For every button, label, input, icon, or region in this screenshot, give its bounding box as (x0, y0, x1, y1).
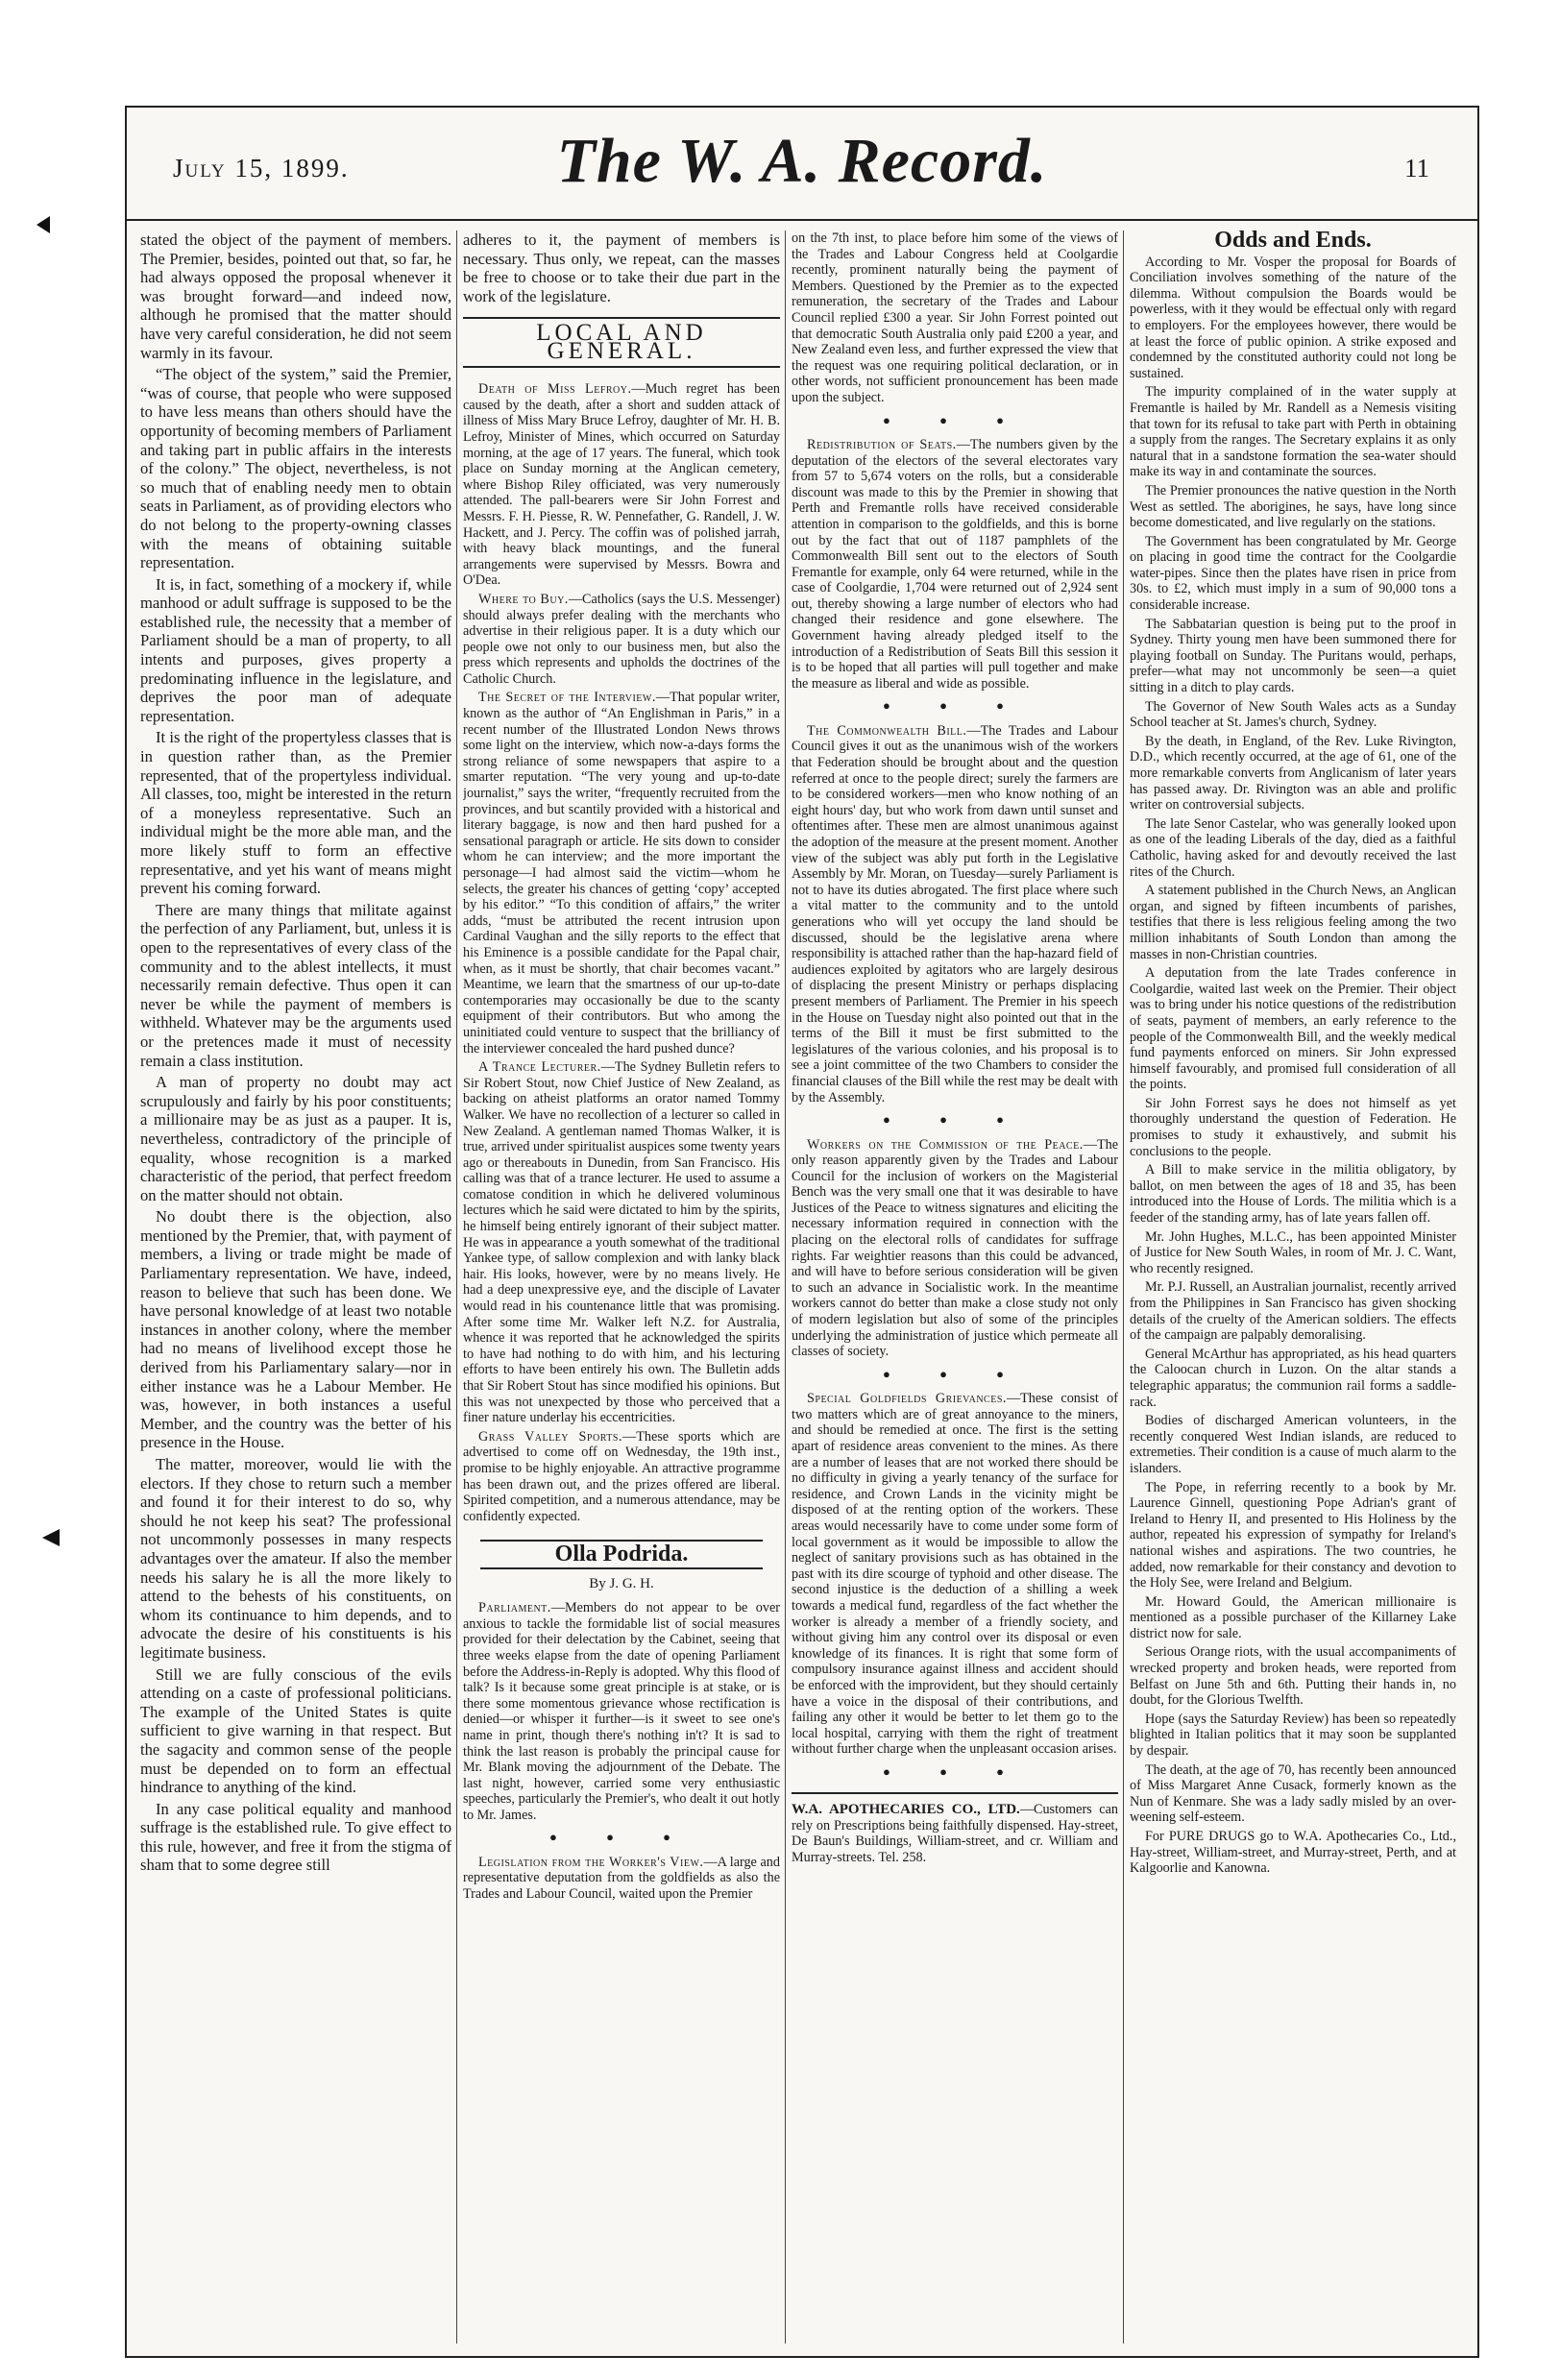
item-heading: The Secret of the Interview. (478, 690, 656, 706)
editorial-paragraph: stated the object of the payment of members. The Premier, besides, pointed out that, so far, he had always opposed the proposal whenever it was brought forward—and indeed now, although he promised that the matter should have very careful consideration, he did not seem warmly in its favour. (140, 231, 451, 362)
byline: By J. G. H. (589, 1575, 654, 1591)
odds-paragraph: General McArthur has appropriated, as his head quarters the Caloocan church in Luzon. On the altar stands a telegraphic apparatus; the communion rail forms a saddle-rack. (1130, 1346, 1456, 1410)
editorial-continuation: adheres to it, the payment of members is necessary. Thus only, we repeat, can the masses be free to choose or to take their due part in the work of the legislature. (463, 231, 780, 305)
odds-paragraph: The Government has been congratulated by Mr. George on placing in good time the contract for the Coolgardie water-pipes. Since then the plates have risen in price from 30s. to £2, which must imply in a sum of 90,000 tons a considerable increase. (1130, 533, 1456, 614)
editorial-paragraph: “The object of the system,” said the Premier, “was of course, that people who were supposed to have less means than others should have the opportunity of becoming members of Parliament and taking part in public affairs in the interests of the colony.” The object, nevertheless, is not so much that of enabling needy men to obtain seats in Parliament, as of providing electors who do not belong to the property-owning classes with the means of obtaining suitable representation. (140, 365, 451, 572)
news-item (463, 1600, 780, 1823)
item-heading: Where to Buy. (478, 591, 569, 607)
column-rule (1123, 231, 1124, 2344)
item-text: —The Trades and Labour Council gives it out as the unanimous wish of the workers that Federation should be brought about and the question referred at once to the people direct; surely the farmers are to be considered workers—men who know nothing of an eight hours' day, but who work from dawn until sunset and oftentimes after. These men are almost unanimous against the adoption of the measure at the present moment. Another view of the subject was ably put forth in the Legislative Assembly by Mr. Moran, on Tuesday—surely Parliament is not to have its duties abrogated. The first place where such a vital matter to the community and to the untold generations who will yet occupy the land should be discussed, should be the legislative arena where responsibility is attached rather than the hap-hazard field of audiences exploited by agitators who are largely desirous of displacing the present Ministry or perhaps displacing present members of Parliament. The Premier in his speech in the House on Tuesday night also pointed out that in the terms of the Bill it must be first submitted to the legislatures of the various colonies, and his proposal is to see a joint committee of the two Chambers to consider the financial clauses of the Bill while the rest may be dealt with by the Assembly. (792, 722, 1118, 1105)
column-odds-and-ends (1130, 231, 1456, 2344)
editorial-paragraph: In any case political equality and manhood suffrage is the established rule. To give effect to this rule, however, and free it from the stigma of sham that to some degree still (140, 1799, 451, 1875)
section-heading-local-general: LOCAL AND GENERAL. (463, 317, 780, 368)
news-item (792, 723, 1118, 1105)
advert-text: —Customers can rely on Prescriptions being faithfully dispensed. Hay-street, De Baun's Buildings, William-street, and cr. William and Murray-streets. Tel. 258. (792, 1802, 1118, 1866)
editorial-paragraph: It is the right of the propertyless classes that is in question rather than, as the Premier represented, that of the propertyless individual. All classes, too, might be interested in the return of a moneyless representative. Such an individual might be the more able man, and the more likely stuff to form an effective representative, and yet his want of means might prevent his coming forward. (140, 728, 451, 898)
margin-arrow-mark (37, 216, 50, 233)
item-text: —The only reason apparently given by the Trades and Labour Council for the inclusion of workers on the Magisterial Bench was the very small one that it was desirable to have Justices of the Peace to witness signatures and eliciting the necessary information required in connection with the placing on the electoral rolls of candidates for suffrage rights. Far weightier reasons than this could be advanced, and will have to before serious consideration will be given to such an advance in Socialistic work. In the meantime workers cannot do better than make a close study not only of modern legislation but also of some of the principles underlying the administration of justice which permeate all classes of society. (792, 1136, 1118, 1360)
column-rule (456, 231, 457, 2344)
item-text: —Members do not appear to be over anxious to tackle the formidable list of social measures provided for their delectation by the Cabinet, seeing that three weeks elapse from the date of opening Parliament before the Address-in-Reply is adopted. Why this flood of talk? Is it because some great principle is at stake, or is there some momentous grievance whose rectification is denied—or whisper it further—is it sweet to see one's name in print, though there's nothing in't? It is sad to think the last reason is probably the principal cause for Mr. Blank moving the adjournment of the Debate. The last night, however, carried some very enthusiastic speeches, particularly the Premier's, who dealt it out hotly to Mr. James. (463, 1600, 780, 1823)
editorial-paragraph: It is, in fact, something of a mockery if, while manhood or adult suffrage is supposed to be the established rule, the necessity that a member of Parliament should be a man of property, to all intents and purposes, gives property a predominating influence in the legislature, and deprives the poor man of adequate representation. (140, 574, 451, 725)
item-text: —The numbers given by the deputation of the electors of the several electorates vary from 57 to 5,674 voters on the rolls, but a considerable discount was made to this by the Premier in showing that Perth and Fremantle rolls have received considerable attention in comparison to the goldfields, and this is borne out by the fact that out of 1187 pamphlets of the Commonwealth Bill sent out to the electors of South Fremantle for example, only 64 were returned, while in the case of Coolgardie, 1,704 were returned out of 2,924 sent out, thereby showing a large number of electors who had changed their residence and gone elsewhere. The Government having already pledged itself to the introduction of a Redistribution of Seats Bill this session it is to be hoped that all parties will pull together and make the measure as liberal and wide as possible. (792, 436, 1118, 692)
column-editorial (140, 231, 451, 2344)
editorial-paragraph: The matter, moreover, would lie with the electors. If they chose to return such a member and found it for their interest to do so, why should he not keep his seat? The professional not uncommonly possesses in many respects advantages over the amateur. If also the member needs his salary he is all the more likely to attend to the behests of his constituents, on whom its continuance to him depends, and to advocate the desire of his constituents is his legitimate business. (140, 1455, 451, 1662)
odds-paragraph: A statement published in the Church News, an Anglican organ, and signed by fifteen incumbents of parishes, testifies that there is less religious feeling among the two million inhabitants of South London than among the masses in non-Christian countries. (1130, 883, 1456, 962)
news-item (463, 1059, 780, 1426)
editorial-paragraph: A man of property no doubt may act scrupulously and fairly by his poor constituents; a millionaire may be as just as a pauper. It is, nevertheless, contradictory of the principle of equality, whose recognition is a marked characteristic of the period, that perfect freedom on the matter should not obtain. (140, 1073, 451, 1204)
item-text: —Catholics (says the U.S. Messenger) should always prefer dealing with the merchants who advertise in their religious paper. It is a duty which our people owe not only to our business men, but also the press which represents and upholds the doctrines of the Catholic Church. (463, 591, 780, 687)
odds-paragraph: Hope (says the Saturday Review) has been so repeatedly blighted in Italian politics that it may soon be supplanted by despair. (1130, 1711, 1456, 1760)
item-text: —These consist of two matters which are of great annoyance to the miners, and should be remedied at once. The first is the setting apart of residence areas convenient to the mines. As there are a number of leases that are not worked there should be no difficulty in giving a yearly tenancy of the surface for residence, and Crown Lands in the vicinity might be disposed of at the renting option of the workers. These areas would necessarily have to come under some form of local government as it would be impossible to allow the neglect of sanitary provisions such as has obtained in the past with its dire scourge of typhoid and other disease. The second injustice is the deduction of a shilling a week towards a medical fund, regardless of the fact whether the worker is already a member of a friendly society, and without giving him any control over its disposal or even knowledge of its finances. It is right that some form of compulsory insurance against illness and accident should be enforced with the improvident, but they should certainly have a voice in the disposal of their contributions, and failing any other it would be better to let them go to the local hospital, carrying with them the right of treatment without further charge when the unpleasant occasion arises. (792, 1391, 1118, 1758)
odds-paragraph: A Bill to make service in the militia obligatory, by ballot, on men between the ages of 18 and 35, has been introduced into the House of Lords. The militia which is a feeder of the standing army, has of late years fallen off. (1130, 1162, 1456, 1226)
item-heading: Grass Valley Sports. (478, 1428, 623, 1445)
news-item (463, 1855, 780, 1903)
odds-paragraph: Sir John Forrest says he does not himself as yet thoroughly understand the question of Federation. He promises to study it exhaustively, and submit his conclusions to the people. (1130, 1095, 1456, 1159)
odds-paragraph: Mr. P.J. Russell, an Australian journalist, recently arrived from the Philippines in San Francisco has given shocking details of the cruelty of the American soldiers. The effects of the campaign are palpably demoralising. (1130, 1279, 1456, 1344)
news-item (792, 1137, 1118, 1360)
editorial-paragraph: There are many things that militate against the perfection of any Parliament, but, unless it is open to the representatives of every class of the community and to the ablest intellects, it must necessarily remain defective. Thus open it can never be while the payment of members is withheld. Whatever may be the arguments used or the pretences made it must of necessity remain a class institution. (140, 900, 451, 1070)
section-divider-stars: ● ● ● (882, 1763, 1028, 1779)
news-item (463, 381, 780, 589)
section-divider-stars: ● ● ● (882, 412, 1028, 427)
column-local-general (463, 231, 780, 2344)
odds-paragraph: The late Senor Castelar, who was generally looked upon as one of the leading Liberals of the day, died as a faithful Catholic, having asked for and devoutly received the last rites of the Church. (1130, 815, 1456, 880)
news-item (792, 437, 1118, 692)
issue-date: July 15, 1899. (173, 154, 350, 182)
odds-paragraph: A deputation from the late Trades conference in Coolgardie, waited last week on the Premier. Their object was to bring under his notice questions of the redistribution of seats, payment of members, an early reference to the people of the Commonwealth Bill, and the weekly medical fund payments enforced on miners. Sir John expressed himself favourably, and promised full consideration of all the points. (1130, 965, 1456, 1093)
odds-paragraph: Mr. John Hughes, M.L.C., has been appointed Minister of Justice for New South Wales, in room of Mr. J. C. Want, who recently resigned. (1130, 1228, 1456, 1276)
section-divider-stars: ● ● ● (882, 1112, 1028, 1128)
item-text: —Much regret has been caused by the death, after a short and sudden attack of illness of Miss Mary Bruce Lefroy, daughter of Mr. H. B. Lefroy, Minister of Mines, which occurred on Saturday morning, at the age of 17 years. The funeral, which took place on Sunday morning at the Anglican cemetery, where Bishop Riley officiated, was very numerously attended. The pall-bearers were Sir John Forrest and Messrs. F. H. Piesse, R. W. Pennefather, G. Randell, J. W. Hackett, and J. Percy. The coffin was of polished jarrah, with heavy black mountings, and the funeral arrangements were supervised by Messrs. Bowra and O'Dea. (463, 381, 780, 589)
news-item (792, 231, 1118, 406)
page-number: 11 (1404, 154, 1429, 182)
news-item (463, 592, 780, 688)
odds-paragraph: Serious Orange riots, with the usual accompaniments of wrecked property and broken heads, were reported from Belfast on June 5th and 6th. Putting their hands in, no doubt, for the Glorious Twelfth. (1130, 1644, 1456, 1709)
odds-paragraph: Bodies of discharged American volunteers, in the recently conquered West Indian islands, are reduced to extremeties. Their condition is a cause of much alarm to the islanders. (1130, 1413, 1456, 1476)
news-item (463, 1429, 780, 1525)
item-heading: A Trance Lecturer. (478, 1059, 601, 1076)
odds-paragraph: Mr. Howard Gould, the American millionaire is mentioned as a possible purchaser of the Killarney Lake district now for sale. (1130, 1593, 1456, 1641)
odds-paragraph: According to Mr. Vosper the proposal for Boards of Conciliation involves something of the nature of the dilemma. Without compulsion the Boards would be powerless, with it they would be effectual only with regard to employers. For the employees however, there would be at least the force of public opinion. A strike exposed and condemned by the constituted authority could not long be sustained. (1130, 254, 1456, 381)
item-heading: Death of Miss Lefroy. (478, 381, 632, 398)
news-item (792, 1391, 1118, 1758)
advertisement-apothecaries (792, 1792, 1118, 1865)
odds-paragraph: The death, at the age of 70, has recently been announced of Miss Margaret Anne Cusack, formerly known as the Nun of Kenmare. She was a lady sadly misled by an over-weening self-esteem. (1130, 1761, 1456, 1826)
column-rule (785, 231, 786, 2344)
odds-paragraph: The Governor of New South Wales acts as a Sunday School teacher at St. James's church, Sydney. (1130, 698, 1456, 731)
item-heading: The Commonwealth Bill. (807, 722, 967, 739)
item-heading: Special Goldfields Grievances. (807, 1391, 1007, 1407)
section-divider-stars: ● ● ● (882, 1366, 1028, 1381)
newspaper-title: The W. A. Record. (556, 126, 1048, 196)
odds-paragraph: The Sabbatarian question is being put to the proof in Sydney. Thirty young men have been summoned there for playing football on Sunday. The Puritans would, perhaps, prefer—what may not uncommonly be seen—a quiet sitting in a ditch to play cards. (1130, 616, 1456, 696)
item-text: —That popular writer, known as the author of “An Englishman in Paris,” in a recent number of the Illustrated London News throws some light on the interview, which now-a-days forms the strong reliance of some newspapers that aspire to a smarter reputation. “The very young and up-to-date journalist,” says the writer, “frequently recruited from the provinces, and but scantily provided with a historical and literary baggage, is now and then hard pushed for a sensational paragraph or article. He sits down to consider whom he can interview; and the more important the personage—I had almost said the victim—whom he selects, the greater his chances of getting ‘copy’ accepted by his editor.” “To this condition of affairs,” the writer adds, “must be attributed the recent intrusion upon Cardinal Vaughan and the silly reports to the effect that his Eminence is a possible candidate for the Papal chair, when, as it must be shortly, that chair becomes vacant.” Meantime, we learn that the smartness of our up-to-date contemporaries may occasionally be due to the scanty equipment of their contributors. But who among the uninitiated could venture to suspect that the brilliancy of the interviewer concealed the hard pushed dunce? (463, 690, 780, 1056)
item-text: —The Sydney Bulletin refers to Sir Robert Stout, now Chief Justice of New Zealand, as backing on atheist platforms an orator named Tommy Walker. We have no recollection of a lecturer so called in New Zealand. A gentleman named Thomas Walker, it is true, arrived under spiritualist auspices some twenty years ago or thereabouts in Dunedin, from San Francisco. His calling was that of a trance lecturer. He used to assume a comatose condition in which he delivered voluminous lectures which he said were dictated to him by the spirits, he himself being entirely ignorant of their subject matter. He was in appearance a youth somewhat of the traditional Yankee type, of sallow complexion and with lanky black hair. His looks, however, were by no means lively. He had a deep unexpressive eye, and the disciple of Lavater would read in his countenance little that was promising. After some time Mr. Walker left N.Z. for Australia, whence it was reported that he acknowledged the spirits to have had nothing to do with him, and his lecturing efforts to have been entirely his own. The Bulletin adds that Sir Robert Stout has since modified his opinions. But this was not unexpected by those who perceived that a finer nature underlay his eccentricities. (463, 1059, 780, 1426)
odds-advert: For PURE DRUGS go to W.A. Apothecaries Co., Ltd., Hay-street, William-street, and Murray-street, Perth, and at Kalgoorlie and Kanowna. (1130, 1829, 1456, 1877)
item-text: —A large and representative deputation from the goldfields as also the Trades and Labour Council, waited upon the Premier (463, 1854, 780, 1903)
item-heading: Redistribution of Seats. (807, 436, 957, 452)
odds-paragraph: The Premier pronounces the native question in the North West as settled. The aborigines, he says, have long since become domesticated, and live regularly on the stations. (1130, 482, 1456, 531)
item-heading: Workers on the Commission of the Peace. (807, 1136, 1084, 1153)
olla-podrida-heading: Olla Podrida. (480, 1540, 763, 1568)
item-heading: Legislation from the Worker's View. (478, 1854, 704, 1870)
margin-arrow-mark (42, 1529, 60, 1546)
editorial-paragraph: Still we are fully conscious of the evils attending on a caste of professional politicians. The example of the United States is quite sufficient to give warning in that respect. But the sagacity and common sense of the people must be depended on to form an effectual hindrance to anything of the kind. (140, 1664, 451, 1797)
odds-and-ends-heading: Odds and Ends. (1214, 231, 1372, 253)
odds-paragraph: By the death, in England, of the Rev. Luke Rivington, D.D., which recently occurred, at the age of 61, one of the more remarkable converts from Anglicanism of later years has passed away. Dr. Rivington was an able and prolific writer on controversial subjects. (1130, 733, 1456, 814)
news-item (463, 690, 780, 1056)
section-divider-stars: ● ● ● (882, 698, 1028, 714)
editorial-paragraph: No doubt there is the objection, also mentioned by the Premier, that, with payment of members, a living or trade might be made of Parliamentary representation. We have, indeed, reason to believe that such has been done. We have personal knowledge of at least two notable instances in another colony, where the member had no means of livelihood except those he derived from his Parliamentary salary—nor in either instance was he a Labour Member. He was, however, in both instances a useful Member, and the country was the better of his presence in the House. (140, 1207, 451, 1452)
item-text: on the 7th inst, to place before him some of the views of the Trades and Labour Congress held at Coolgardie recently, prominent naturally being the payment of Members. Questioned by the Premier as to the expected remuneration, the secretary of the Trades and Labour Council replied £300 a year. Sir John Forrest pointed out that democratic South Australia only paid £200 a year, and New Zealand even less, and further expressed the view that the request was one requiring political declaration, or in other words, not sufficient pronouncement has been made upon the subject. (792, 231, 1118, 405)
newspaper-page (125, 106, 1479, 2358)
item-text: —These sports which are advertised to come off on Wednesday, the 19th inst., promise to be highly enjoyable. An attractive programme has been drawn out, and the prizes offered are liberal. Spirited competition, and a numerous attendance, may be confidently expected. (463, 1428, 780, 1524)
odds-paragraph: The impurity complained of in the water supply at Fremantle is hailed by Mr. Randell as a Nemesis visiting that town for its refusal to take part with Perth in obtaining a supply from the ranges. The Secretary explains it as only natural that in a sandstone formation the sea-water should make its way in and contaminate the sources. (1130, 384, 1456, 480)
article-columns (140, 231, 1468, 2344)
item-heading: Parliament. (478, 1600, 551, 1616)
odds-paragraph: The Pope, in referring recently to a book by Mr. Laurence Ginnell, questioning Pope Adrian's grant of Ireland to Henry II, and presented to His Holiness by the author, repeated his expression of sympathy for Ireland's national wishes and aspirations. The two countries, he added, now remarkable for their constancy and devotion to the Holy See, were Ireland and Belgium. (1130, 1479, 1456, 1591)
masthead (127, 108, 1477, 221)
column-olla-podrida-continued (792, 231, 1118, 2344)
advert-heading: W.A. APOTHECARIES CO., LTD. (792, 1802, 1020, 1818)
section-divider-stars: ● ● ● (548, 1830, 695, 1845)
